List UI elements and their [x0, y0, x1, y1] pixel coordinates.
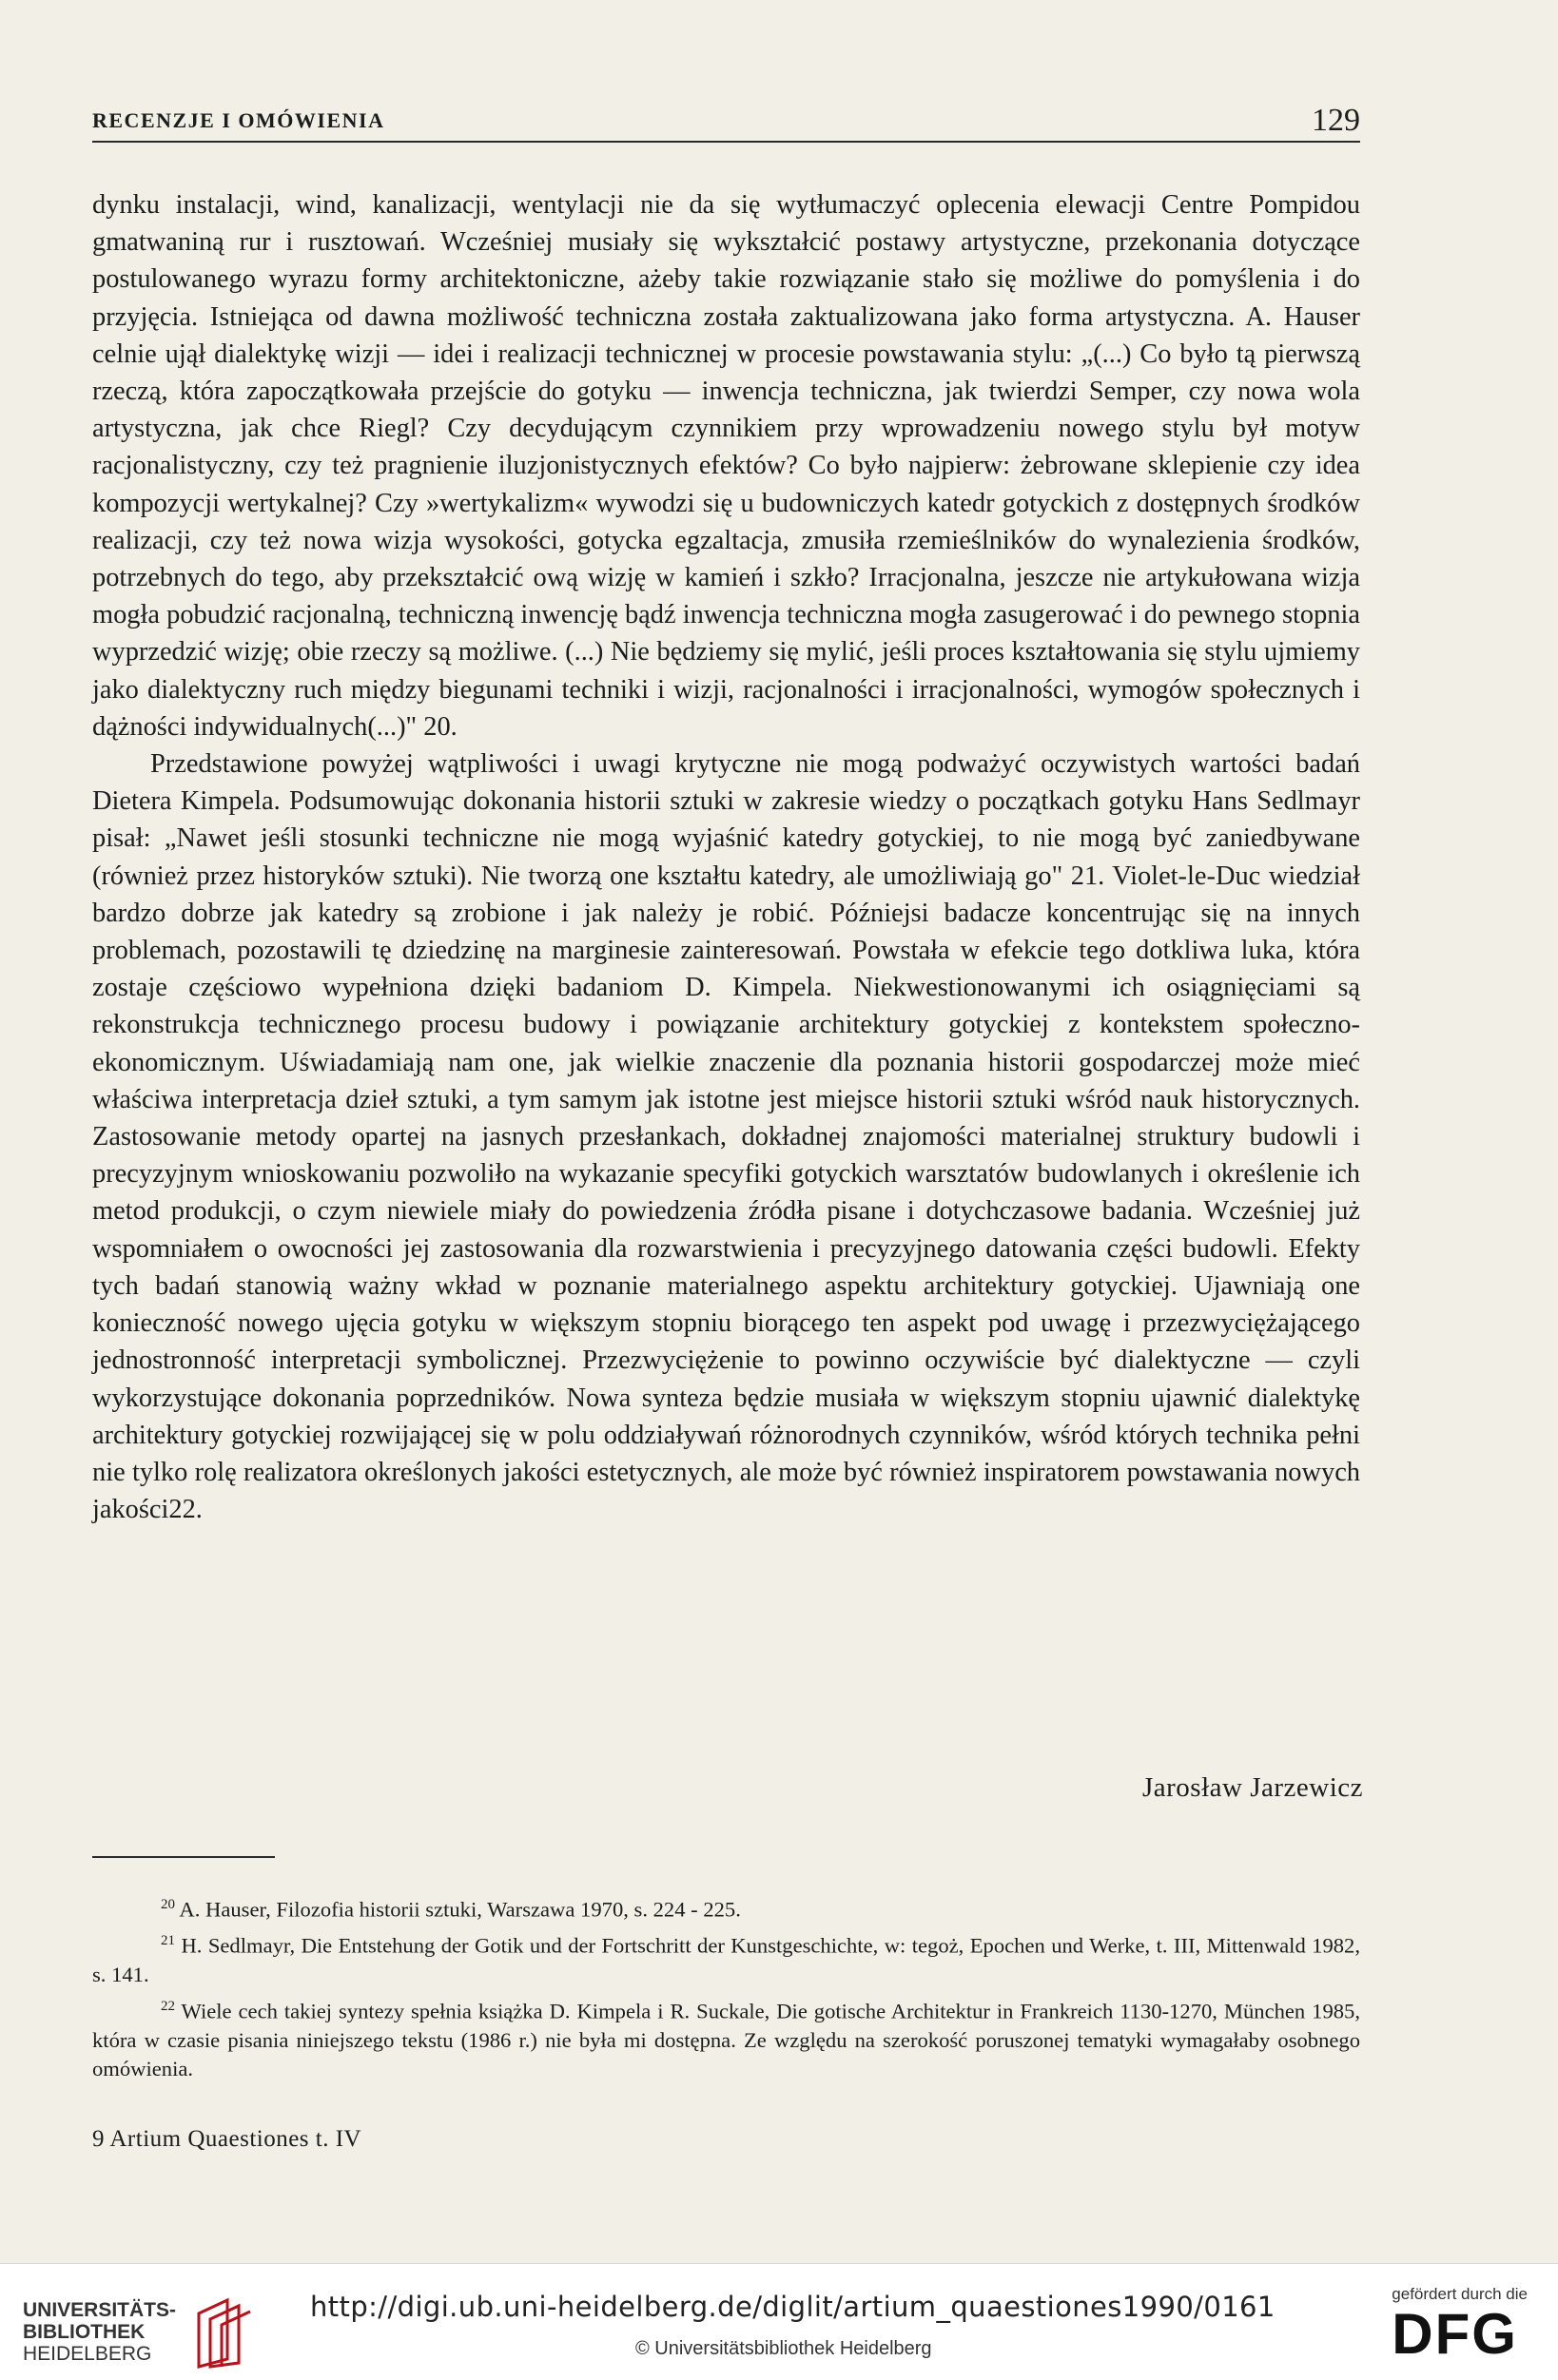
footnote-number: 22 — [161, 1998, 175, 2014]
footnote-text: A. Hauser, Filozofia historii sztuki, Warszawa 1970, s. 224 - 225. — [179, 1897, 741, 1922]
funding-caption: gefördert durch die — [1392, 2285, 1528, 2303]
footnote-text: Wiele cech takiej syntezy spełnia książka D. Kimpela i R. Suckale, Die gotische Architektur in Frankreich 1130-1270, München 1985, która w czasie pisania niniejszego tekstu (1986 r.) nie była mi dostępna. Ze względu na szerokość poruszonej tematyki wymagałaby osobnego omówienia. — [92, 1999, 1360, 2081]
footnote-number: 21 — [161, 1933, 175, 1949]
footnote — [92, 1926, 1360, 1990]
library-emblem-icon — [189, 2293, 256, 2370]
footnote — [92, 1890, 1360, 1925]
dfg-logo: DFG — [1392, 2302, 1518, 2366]
copyright-notice: © Universitätsbibliothek Heidelberg — [635, 2338, 932, 2359]
page-header — [92, 87, 1360, 143]
viewer-footer — [0, 2263, 1558, 2380]
library-logo[interactable] — [23, 2293, 256, 2370]
library-name-line2: BIBLIOTHEK — [23, 2320, 146, 2343]
permalink-url[interactable]: http://digi.ub.uni-heidelberg.de/diglit/artium_quaestiones1990/0161 — [310, 2291, 1276, 2323]
paragraph: dynku instalacji, wind, kanalizacji, wentylacji nie da się wytłumaczyć oplecenia elewacji Centre Pompidou gmatwaniną rur i rusztowań. Wcześniej musiały się wykształcić postawy artystyczne, przekonania dotyczące postulowanego wyrazu formy architektoniczne, ażeby takie rozwiązanie stało się możliwe do pomyślenia i do przyjęcia. Istniejąca od dawna możliwość techniczna została zaktualizowana jako forma artystyczna. A. Hauser celnie ujął dialektykę wizji — idei i realizacji technicznej w procesie powstawania stylu: „(...) Co było tą pierwszą rzeczą, która zapoczątkowała przejście do gotyku — inwencja techniczna, jak twierdzi Semper, czy nowa wola artystyczna, jak chce Riegl? Czy decydującym czynnikiem przy wprowadzeniu nowego stylu był motyw racjonalistyczny, czy też pragnienie iluzjonistycznych efektów? Co było najpierw: żebrowane sklepienie czy idea kompozycji wertykalnej? Czy »wertykalizm« wywodzi się u budowniczych katedr gotyckich z dostępnych środków realizacji, czy też nowa wizja wysokości, gotycka egzaltacja, zmusiła rzemieślników do wynalezienia środków, potrzebnych do tego, aby przekształcić ową wizję w kamień i szkło? Irracjonalna, jeszcze nie artykułowana wizja mogła pobudzić racjonalną, techniczną inwencję bądź inwencja techniczna mogła zasugerować i do pewnego stopnia wyprzedzić wizję; obie rzeczy są możliwe. (...) Nie będziemy się mylić, jeśli proces kształtowania się stylu ujmiemy jako dialektyczny ruch między biegunami techniki i wizji, racjonalności i irracjonalności, wymogów społecznych i dążności indywidualnych(...)" 20. — [92, 190, 1360, 742]
footnote-text: H. Sedlmayr, Die Entstehung der Gotik und der Fortschritt der Kunstgeschichte, w: tegoż, Epochen und Werke, t. III, Mittenwald 1982, s. 141. — [92, 1933, 1360, 1987]
paragraph: Przedstawione powyżej wątpliwości i uwagi krytyczne nie mogą podważyć oczywistych wartości badań Dietera Kimpela. Podsumowując dokonania historii sztuki w zakresie wiedzy o początkach gotyku Hans Sedlmayr pisał: „Nawet jeśli stosunki techniczne nie mogą wyjaśnić katedry gotyckiej, to nie mogą być zaniedbywane (również przez historyków sztuki). Nie tworzą one kształtu katedry, ale umożliwiają go" 21. Violet-le-Duc wiedział bardzo dobrze jak katedry są zrobione i jak należy je robić. Późniejsi badacze koncentrując się na innych problemach, pozostawili tę dziedzinę na marginesie zainteresowań. Powstała w efekcie tego dotkliwa luka, która zostaje częściowo wypełniona dzięki badaniom D. Kimpela. Niekwestionowanymi ich osiągnięciami są rekonstrukcja technicznego procesu budowy i powiązanie architektury gotyckiej z kontekstem społeczno-ekonomicznym. Uświadamiają nam one, jak wielkie znaczenie dla poznania historii gospodarczej może mieć właściwa interpretacja dzieł sztuki, a tym samym jak istotne jest miejsce historii sztuki wśród nauk historycznych. Zastosowanie metody opartej na jasnych przesłankach, dokładnej znajomości materialnej struktury budowli i precyzyjnym wnioskowaniu pozwoliło na wykazanie specyfiki gotyckich warsztatów budowlanych i określenie ich metod produkcji, o czym niewiele miały do powiedzenia źródła pisane i dotychczasowe badania. Wcześniej już wspomniałem o owocności jej zastosowania dla rozwarstwienia i precyzyjnego datowania części budowli. Efekty tych badań stanowią ważny wkład w poznanie materialnego aspektu architektury gotyckiej. Ujawniają one konieczność nowego ujęcia gotyku w większym stopniu biorącego ten aspekt pod uwagę i przezwyciężającego jednostronność interpretacji symbolicznej. Przezwyciężenie to powinno oczywiście być dialektyczne — czyli wykorzystujące dokonania poprzedników. Nowa synteza będzie musiała w większym stopniu ujawnić dialektykę architektury gotyckiej rozwijającej się w polu oddziaływań różnorodnych czynników, wśród których technika pełni nie tylko rolę realizatora określonych jakości estetycznych, ale może być również inspiratorem powstawania nowych jakości22. — [92, 749, 1360, 1525]
footnote — [92, 1992, 1360, 2084]
page-number: 129 — [1312, 103, 1360, 138]
footnote-divider — [92, 1856, 275, 1858]
printer-signature-mark: 9 Artium Quaestiones t. IV — [92, 2126, 362, 2152]
library-name-line1: UNIVERSITÄTS- — [23, 2298, 177, 2321]
author-signature: Jarosław Jarzewicz — [1141, 1772, 1363, 1803]
running-title: RECENZJE I OMÓWIENIA — [92, 108, 385, 132]
library-name-line3: HEIDELBERG — [23, 2342, 152, 2365]
funding-logo[interactable] — [1392, 2285, 1528, 2366]
footnote-number: 20 — [161, 1897, 175, 1912]
body-text — [92, 186, 1360, 1528]
footnotes — [92, 1890, 1360, 2086]
